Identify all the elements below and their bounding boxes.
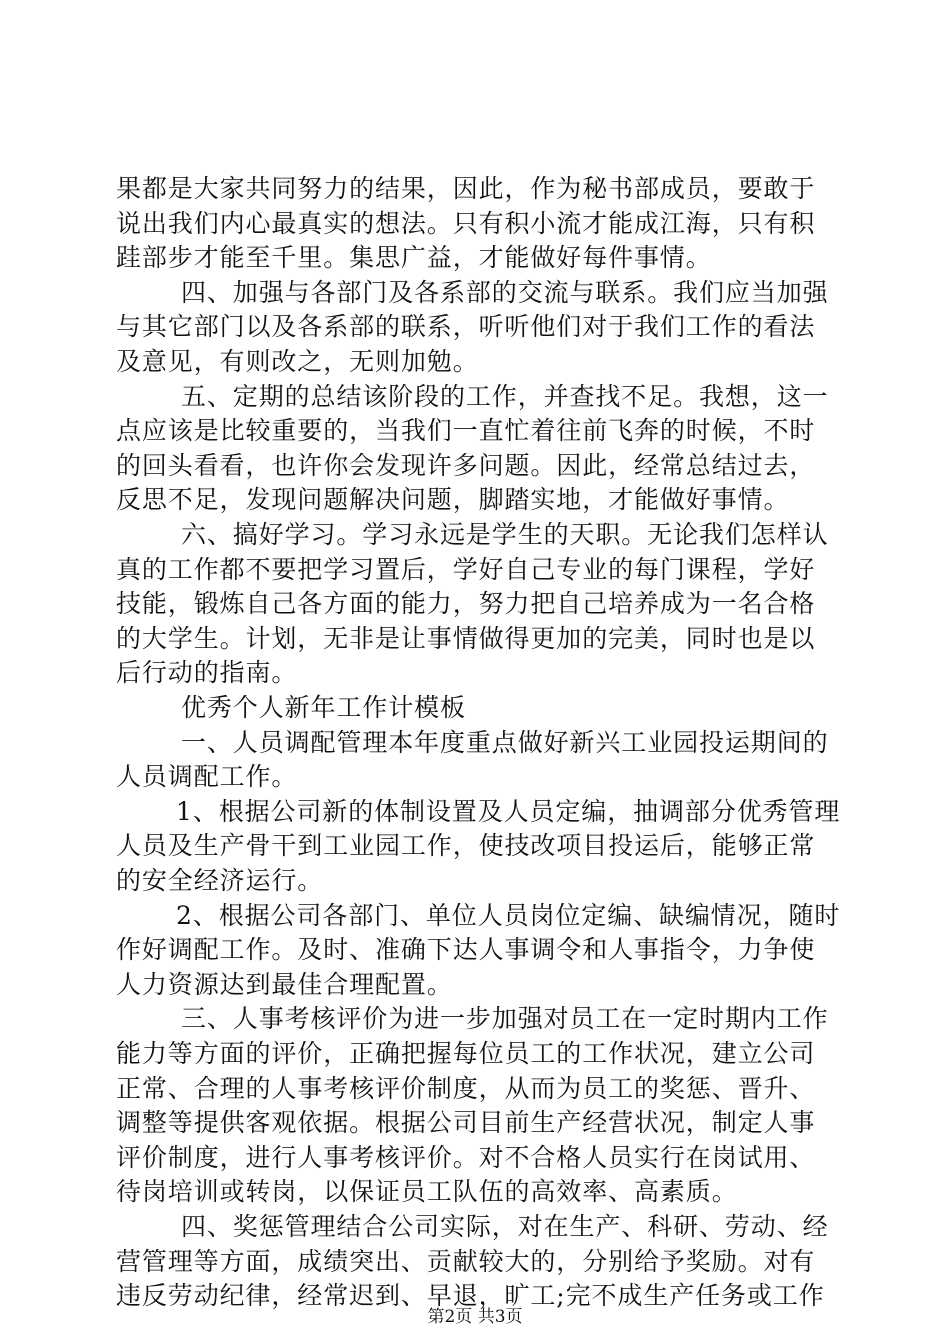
text-line: 能力等方面的评价，正确把握每位员工的工作状况，建立公司 — [116, 1039, 816, 1068]
text-line: 说出我们内心最真实的想法。只有积小流才能成江海，只有积 — [116, 209, 816, 238]
text-line: 三、人事考核评价为进一步加强对员工在一定时期内工作 — [181, 1004, 829, 1033]
text-line: 后行动的指南。 — [116, 658, 298, 687]
text-line: 一、人员调配管理本年度重点做好新兴工业园投运期间的 — [181, 728, 829, 757]
text-line: 四、奖惩管理结合公司实际，对在生产、科研、劳动、经 — [181, 1212, 829, 1241]
text-line: 真的工作都不要把学习置后，学好自己专业的每门课程，学好 — [116, 555, 816, 584]
text-line: 正常、合理的人事考核评价制度，从而为员工的奖惩、晋升、 — [116, 1074, 816, 1103]
text-line: 2、根据公司各部门、单位人员岗位定编、缺编情况，随时 — [176, 901, 841, 930]
text-line: 与其它部门以及各系部的联系，听听他们对于我们工作的看法 — [116, 312, 816, 341]
text-line: 待岗培训或转岗，以保证员工队伍的高效率、高素质。 — [116, 1177, 738, 1206]
text-line: 跬部步才能至千里。集思广益，才能做好每件事情。 — [116, 243, 712, 272]
text-line: 果都是大家共同努力的结果，因此，作为秘书部成员，要敢于 — [116, 174, 816, 203]
page-footer: 第2页 共3页 — [427, 1307, 523, 1327]
text-line: 点应该是比较重要的，当我们一直忙着往前飞奔的时候，不时 — [116, 416, 816, 445]
text-line: 作好调配工作。及时、准确下达人事调令和人事指令，力争使 — [116, 935, 816, 964]
text-line: 五、定期的总结该阶段的工作，并查找不足。我想，这一 — [181, 382, 829, 411]
text-line: 人员及生产骨干到工业园工作，使技改项目投运后，能够正常 — [116, 831, 816, 860]
text-line: 1、根据公司新的体制设置及人员定编，抽调部分优秀管理 — [176, 797, 841, 826]
text-line: 六、搞好学习。学习永远是学生的天职。无论我们怎样认 — [181, 520, 829, 549]
text-line: 人力资源达到最佳合理配置。 — [116, 970, 453, 999]
text-line: 的回头看看，也许你会发现许多问题。因此，经常总结过去， — [116, 451, 816, 480]
text-line: 营管理等方面，成绩突出、贡献较大的，分别给予奖励。对有 — [116, 1247, 816, 1276]
text-line: 的大学生。计划，无非是让事情做得更加的完美，同时也是以 — [116, 624, 816, 653]
section-heading: 优秀个人新年工作计模板 — [181, 693, 466, 722]
text-line: 人员调配工作。 — [116, 762, 298, 791]
text-line: 调整等提供客观依据。根据公司目前生产经营状况，制定人事 — [116, 1108, 816, 1137]
text-line: 评价制度，进行人事考核评价。对不合格人员实行在岗试用、 — [116, 1143, 816, 1172]
text-line: 技能，锻炼自己各方面的能力，努力把自己培养成为一名合格 — [116, 589, 816, 618]
text-line: 的安全经济运行。 — [116, 866, 324, 895]
text-line: 四、加强与各部门及各系部的交流与联系。我们应当加强 — [181, 278, 829, 307]
text-line: 反思不足，发现问题解决问题，脚踏实地，才能做好事情。 — [116, 485, 790, 514]
text-line: 及意见，有则改之，无则加勉。 — [116, 347, 479, 376]
text-line: 违反劳动纪律，经常迟到、早退，旷工;完不成生产任务或工作 — [116, 1281, 825, 1310]
